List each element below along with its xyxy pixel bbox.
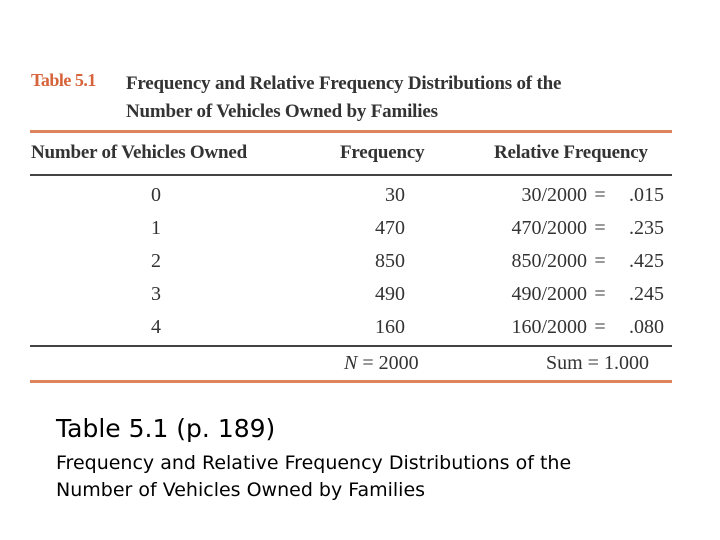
- cell-frequency: 850: [375, 250, 405, 272]
- cell-vehicles: 2: [151, 250, 161, 272]
- cell-vehicles: 1: [151, 217, 161, 239]
- cell-vehicles: 4: [151, 316, 161, 338]
- caption-heading: Table 5.1 (p. 189): [56, 414, 276, 443]
- top-rule: [30, 130, 672, 133]
- total-sum: Sum = 1.000: [546, 352, 649, 374]
- table-title-line2: Number of Vehicles Owned by Families: [126, 101, 438, 122]
- header-frequency: Frequency: [340, 142, 425, 163]
- caption-line-1: Frequency and Relative Frequency Distributions of the: [56, 452, 572, 474]
- cell-frequency: 30: [385, 184, 405, 206]
- caption-line-2: Number of Vehicles Owned by Families: [56, 479, 426, 501]
- cell-ratio: 490/2000: [511, 283, 587, 305]
- table-title-line1: Frequency and Relative Frequency Distributions of the: [126, 73, 562, 94]
- cell-ratio: 850/2000: [511, 250, 587, 272]
- cell-frequency: 470: [375, 217, 405, 239]
- cell-ratio: 160/2000: [511, 316, 587, 338]
- total-n: [344, 352, 419, 375]
- cell-ratio: 470/2000: [511, 217, 587, 239]
- cell-relative: .235: [629, 217, 664, 239]
- totals-rule: [30, 345, 672, 347]
- cell-relative: .080: [629, 316, 664, 338]
- bottom-rule: [30, 380, 672, 383]
- table-label: Table 5.1: [31, 70, 96, 90]
- caption-description: [56, 450, 696, 504]
- cell-equals: =: [594, 217, 606, 239]
- n-symbol: N: [344, 352, 358, 374]
- cell-equals: =: [594, 184, 606, 206]
- cell-relative: .245: [629, 283, 664, 305]
- cell-vehicles: 0: [151, 184, 161, 206]
- cell-relative: .425: [629, 250, 664, 272]
- table-title: [126, 70, 561, 126]
- cell-equals: =: [594, 316, 606, 338]
- cell-vehicles: 3: [151, 283, 161, 305]
- cell-equals: =: [594, 283, 606, 305]
- n-value: = 2000: [357, 352, 419, 374]
- header-relative-frequency: Relative Frequency: [494, 142, 648, 163]
- cell-frequency: 160: [375, 316, 405, 338]
- cell-equals: =: [594, 250, 606, 272]
- cell-frequency: 490: [375, 283, 405, 305]
- cell-ratio: 30/2000: [521, 184, 587, 206]
- header-vehicles: Number of Vehicles Owned: [31, 142, 248, 163]
- header-rule: [30, 174, 672, 176]
- cell-relative: .015: [629, 184, 664, 206]
